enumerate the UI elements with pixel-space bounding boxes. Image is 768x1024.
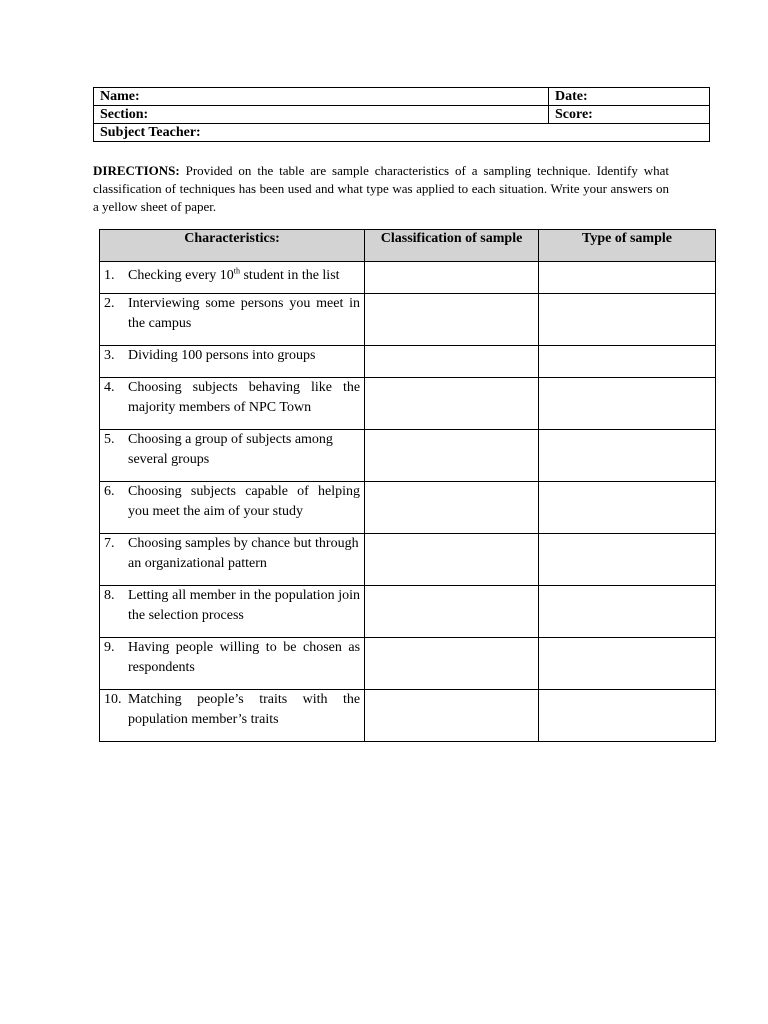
item-number: 10. xyxy=(104,692,122,707)
item-text: Choosing subjects behaving like the majority members of NPC Town xyxy=(128,380,361,415)
characteristic-cell xyxy=(100,638,365,690)
type-answer-cell[interactable] xyxy=(539,378,716,430)
item-text: Choosing samples by chance but through an organizational pattern xyxy=(128,536,359,571)
item-number: 3. xyxy=(104,348,115,363)
classification-answer-cell[interactable] xyxy=(365,638,539,690)
item-number: 1. xyxy=(104,268,115,283)
classification-answer-cell[interactable] xyxy=(365,430,539,482)
name-label: Name: xyxy=(100,89,140,104)
type-answer-cell[interactable] xyxy=(539,430,716,482)
table-row xyxy=(100,346,716,378)
name-field[interactable] xyxy=(94,88,549,106)
directions-paragraph xyxy=(93,162,669,216)
classification-answer-cell[interactable] xyxy=(365,378,539,430)
table-row xyxy=(100,534,716,586)
item-number: 6. xyxy=(104,484,115,499)
date-label: Date: xyxy=(555,89,588,104)
characteristic-cell xyxy=(100,482,365,534)
score-label: Score: xyxy=(555,107,593,122)
item-text: Checking every 10th student in the list xyxy=(128,266,340,283)
characteristic-cell xyxy=(100,262,365,294)
section-field[interactable] xyxy=(94,106,549,124)
characteristic-cell xyxy=(100,690,365,742)
classification-answer-cell[interactable] xyxy=(365,534,539,586)
date-field[interactable] xyxy=(549,88,710,106)
section-label: Section: xyxy=(100,107,149,122)
item-text: Having people willing to be chosen as respondents xyxy=(128,640,361,675)
item-number: 9. xyxy=(104,640,115,655)
header-type: Type of sample xyxy=(539,230,716,262)
type-answer-cell[interactable] xyxy=(539,294,716,346)
item-number: 5. xyxy=(104,432,115,447)
score-field[interactable] xyxy=(549,106,710,124)
subject-teacher-field[interactable] xyxy=(94,124,710,142)
table-row xyxy=(100,430,716,482)
directions-label: DIRECTIONS: xyxy=(93,163,180,178)
table-header-row xyxy=(100,230,716,262)
type-answer-cell[interactable] xyxy=(539,586,716,638)
item-text: Choosing a group of subjects among several groups xyxy=(128,432,333,467)
table-row xyxy=(100,690,716,742)
table-row xyxy=(100,586,716,638)
characteristic-cell xyxy=(100,534,365,586)
item-text: Matching people’s traits with the population member’s traits xyxy=(128,692,361,727)
classification-answer-cell[interactable] xyxy=(365,262,539,294)
classification-answer-cell[interactable] xyxy=(365,346,539,378)
item-number: 2. xyxy=(104,296,115,311)
item-text: Choosing subjects capable of helping you meet the aim of your study xyxy=(128,484,361,519)
item-text: Interviewing some persons you meet in the campus xyxy=(128,296,361,331)
type-answer-cell[interactable] xyxy=(539,482,716,534)
characteristic-cell xyxy=(100,586,365,638)
type-answer-cell[interactable] xyxy=(539,690,716,742)
student-info-box xyxy=(93,87,710,142)
directions-text: Provided on the table are sample characteristics of a sampling technique. Identify what classification of techniques has been used and what type was applied to each situation. Write your answers on a yellow sheet of paper. xyxy=(93,163,669,214)
item-text: Letting all member in the population join the selection process xyxy=(128,588,361,623)
table-row xyxy=(100,482,716,534)
type-answer-cell[interactable] xyxy=(539,534,716,586)
characteristic-cell xyxy=(100,430,365,482)
classification-answer-cell[interactable] xyxy=(365,586,539,638)
classification-answer-cell[interactable] xyxy=(365,294,539,346)
header-classification: Classification of sample xyxy=(365,230,539,262)
characteristic-cell xyxy=(100,378,365,430)
table-row xyxy=(100,262,716,294)
characteristic-cell xyxy=(100,346,365,378)
type-answer-cell[interactable] xyxy=(539,346,716,378)
table-row xyxy=(100,638,716,690)
item-number: 7. xyxy=(104,536,115,551)
type-answer-cell[interactable] xyxy=(539,262,716,294)
header-characteristics: Characteristics: xyxy=(100,230,365,262)
item-number: 8. xyxy=(104,588,115,603)
sampling-table xyxy=(99,229,716,742)
subject-teacher-label: Subject Teacher: xyxy=(100,125,201,140)
item-text: Dividing 100 persons into groups xyxy=(128,348,316,363)
classification-answer-cell[interactable] xyxy=(365,482,539,534)
table-row xyxy=(100,378,716,430)
table-row xyxy=(100,294,716,346)
classification-answer-cell[interactable] xyxy=(365,690,539,742)
type-answer-cell[interactable] xyxy=(539,638,716,690)
item-number: 4. xyxy=(104,380,115,395)
characteristic-cell xyxy=(100,294,365,346)
